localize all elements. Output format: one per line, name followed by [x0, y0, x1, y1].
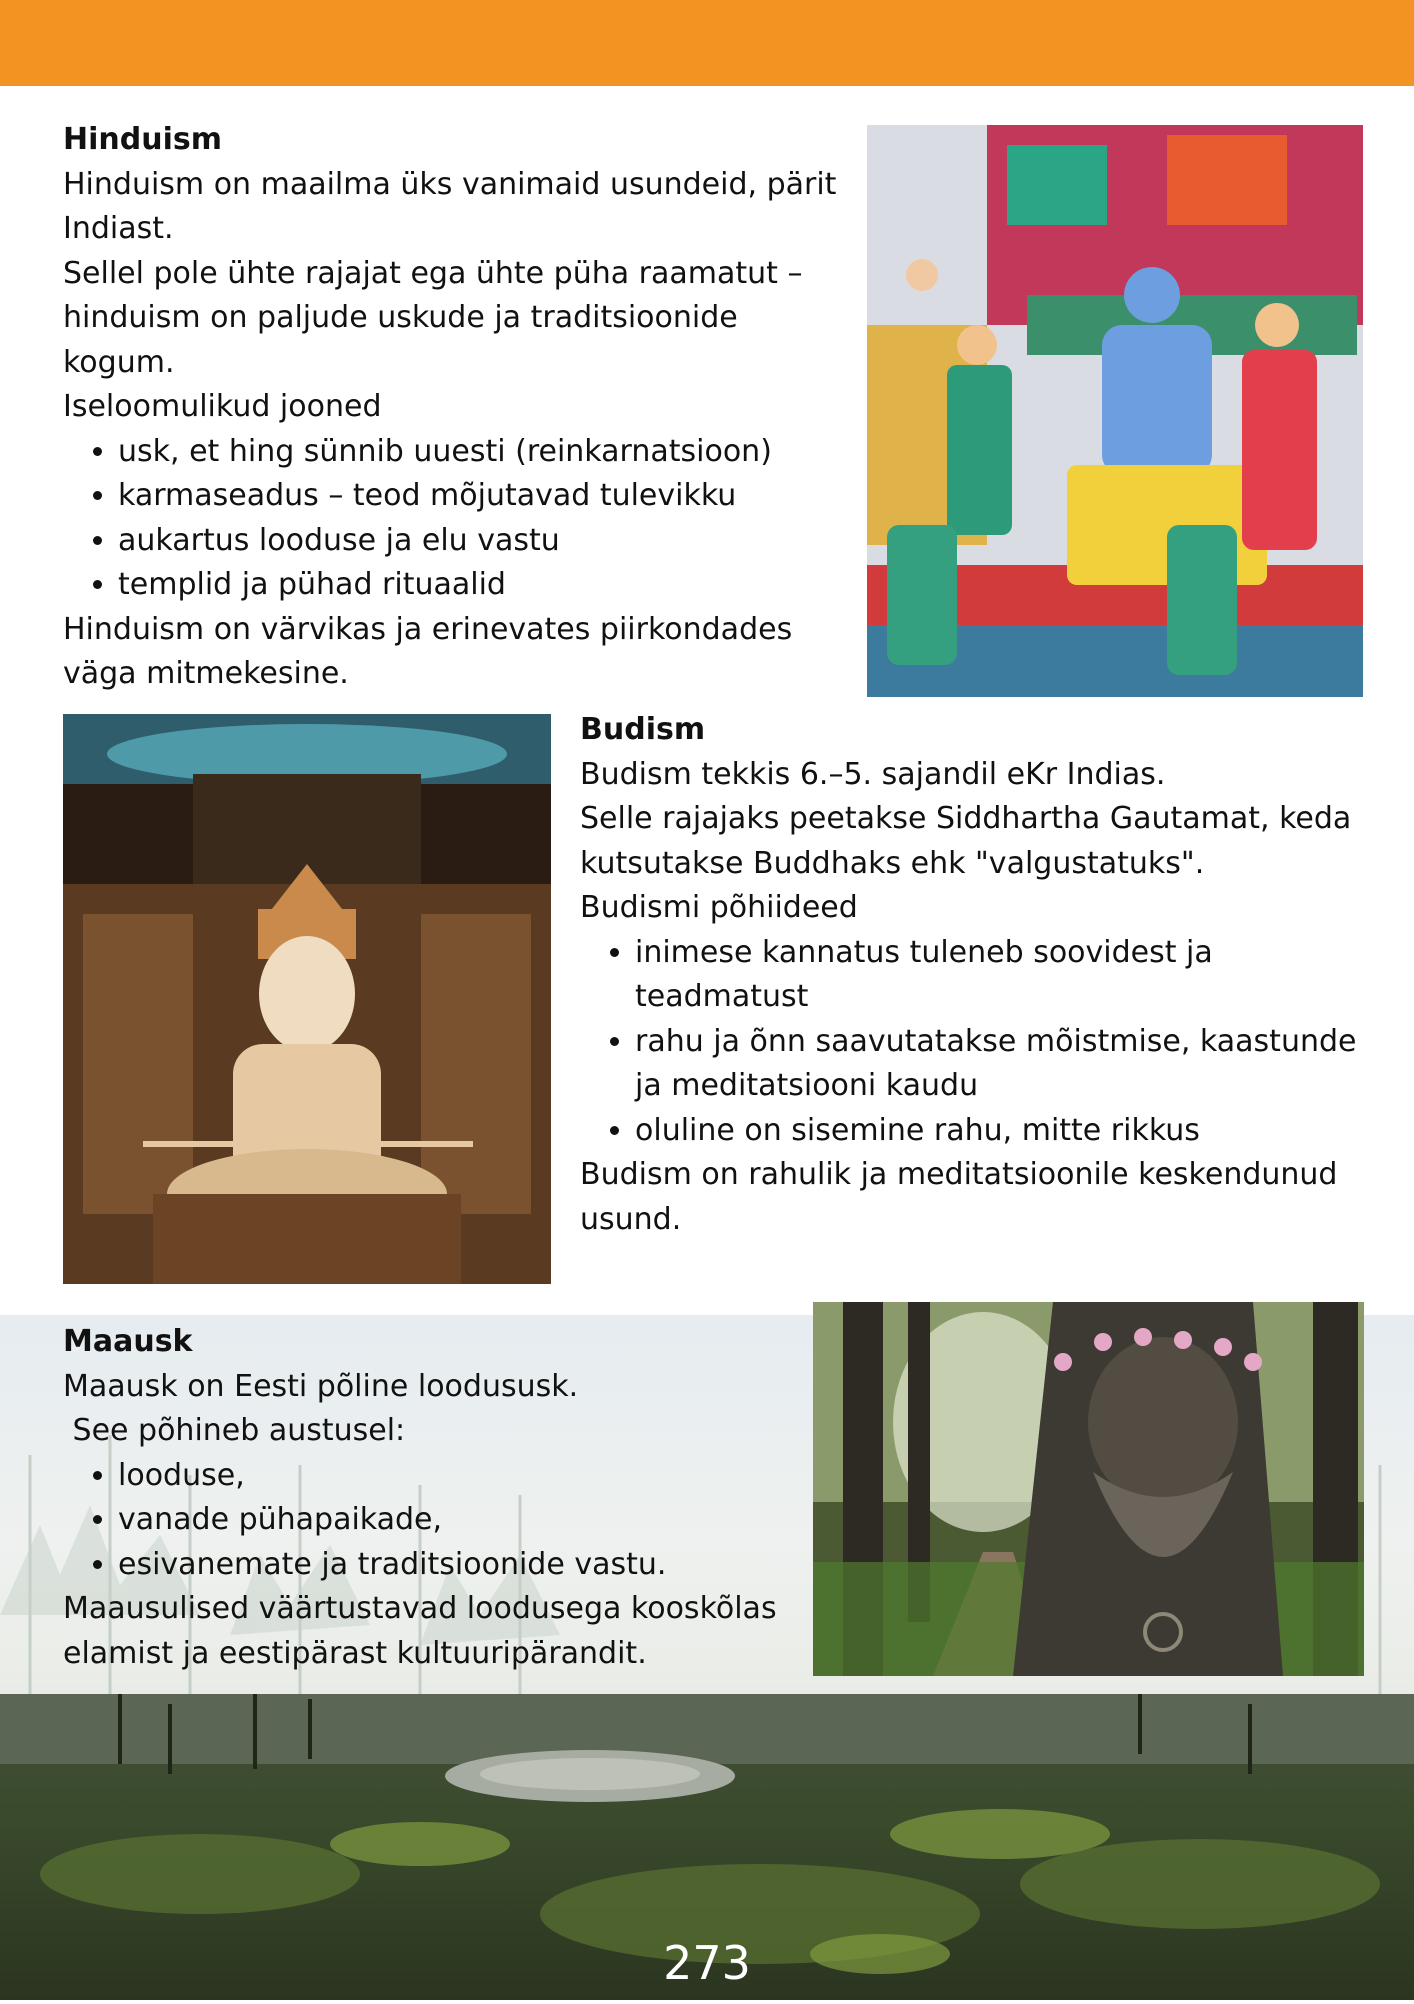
maausk-respect-list [63, 1454, 813, 1588]
list-item: • looduse, [118, 1454, 813, 1499]
buddhism-ideas-list [580, 931, 1360, 1154]
maausk-title: Maausk [63, 1324, 193, 1359]
buddhism-ideas-heading: Budismi põhiideed [580, 890, 858, 925]
list-item: • aukartus looduse ja elu vastu [118, 519, 853, 564]
list-item: • esivanemate ja traditsioonide vastu. [118, 1543, 813, 1588]
list-item: • templid ja pühad rituaalid [118, 563, 853, 608]
list-item: • karmaseadus – teod mõjutavad tulevikku [118, 474, 853, 519]
hinduism-closing: Hinduism on värvikas ja erinevates piirkondades väga mitmekesine. [63, 611, 793, 691]
maausk-section [63, 1320, 813, 1676]
buddhism-intro: Budism tekkis 6.–5. sajandil eKr Indias. [580, 756, 1166, 792]
buddhism-title: Budism [580, 712, 706, 747]
list-item: • rahu ja õnn saavutatakse mõistmise, kaastunde ja meditatsiooni kaudu [635, 1020, 1360, 1109]
tree-spirit-carving-image [813, 1302, 1364, 1676]
maausk-closing: Maausulised väärtustavad loodusega kooskõlas elamist ja eestipärast kultuuripärandit. [63, 1591, 777, 1671]
maausk-intro: Maausk on Eesti põline loodususk. [63, 1368, 579, 1404]
page-number: 273 [663, 1936, 751, 1990]
buddhism-section [580, 708, 1360, 1242]
hinduism-description: Sellel pole ühte rajajat ega ühte püha raamatut – hinduism on paljude uskude ja traditsioonide kogum. [63, 255, 803, 380]
list-item: • oluline on sisemine rahu, mitte rikkus [635, 1109, 1360, 1154]
header-accent-bar [0, 0, 1414, 86]
list-item: • inimese kannatus tuleneb soovidest ja teadmatust [635, 931, 1360, 1020]
hinduism-features-heading: Iseloomulikud jooned [63, 389, 382, 424]
hinduism-intro: Hinduism on maailma üks vanimaid usundeid, pärit Indiast. [63, 166, 837, 246]
buddha-statue-image [63, 714, 551, 1284]
buddhism-closing: Budism on rahulik ja meditatsioonile keskendunud usund. [580, 1157, 1338, 1237]
buddhism-description: Selle rajajaks peetakse Siddhartha Gautamat, keda kutsutakse Buddhaks ehk "valgustatuks". [580, 801, 1352, 881]
hinduism-section [63, 118, 853, 697]
list-item: • usk, et hing sünnib uuesti (reinkarnatsioon) [118, 430, 853, 475]
hinduism-title: Hinduism [63, 122, 222, 157]
list-item: • vanade pühapaikade, [118, 1498, 813, 1543]
maausk-description: See põhineb austusel: [63, 1413, 406, 1448]
hinduism-feature-list [63, 430, 853, 608]
hindu-temple-sculpture-image [867, 125, 1363, 697]
